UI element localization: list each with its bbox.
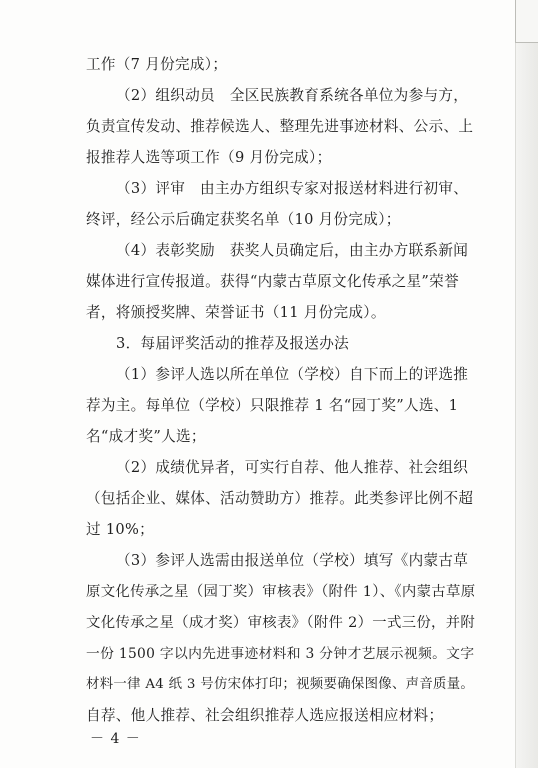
text-line: 终评，经公示后确定获奖名单（10 月份完成）； xyxy=(86,211,401,228)
scan-corner-mark xyxy=(515,0,538,43)
text-line: 报推荐人选等项工作（9 月份完成）； xyxy=(86,149,332,166)
text-line: 一份 1500 字以内先进事迹材料和 3 分钟才艺展示视频。文字 xyxy=(86,646,475,662)
text-line: （3）参评人选需由报送单位（学校）填写《内蒙古草 xyxy=(116,552,469,569)
text-line: 自荐、他人推荐、社会组织推荐人选应报送相应材料； xyxy=(86,707,444,724)
text-line: 文化传承之星（成才奖）审核表》（附件 2）一式三份，并附 xyxy=(86,615,476,631)
text-line: （4）表彰奖励 获奖人员确定后，由主办方联系新闻 xyxy=(116,242,469,259)
text-line: 者，将颁授奖牌、荣誉证书（11 月份完成）。 xyxy=(86,304,386,321)
text-line: （包括企业、媒体、活动赞助方）推荐。此类参评比例不超 xyxy=(86,490,474,507)
text-line: 负责宣传发动、推荐候选人、整理先进事迹材料、公示、上 xyxy=(86,118,474,135)
text-line: 名“成才奖”人选； xyxy=(86,428,206,445)
text-line: 材料一律 A4 纸 3 号仿宋体打印；视频要确保图像、声音质量。 xyxy=(86,677,475,692)
text-line: 原文化传承之星（园丁奖）审核表》（附件 1）、《内蒙古草原 xyxy=(86,584,476,600)
text-line: （2）成绩优异者，可实行自荐、他人推荐、社会组织 xyxy=(116,459,469,476)
text-line: 媒体进行宣传报道。获得“内蒙古草原文化传承之星”荣誉 xyxy=(86,273,459,290)
text-line: 荐为主。每单位（学校）只限推荐 1 名“园丁奖”人选、1 xyxy=(86,397,459,414)
scan-edge xyxy=(515,0,538,768)
text-line: （3）评审 由主办方组织专家对报送材料进行初审、 xyxy=(116,180,469,197)
text-line: （2）组织动员 全区民族教育系统各单位为参与方， xyxy=(116,87,469,104)
section-heading: 3．每届评奖活动的推荐及报送办法 xyxy=(116,335,349,352)
page-number: － 4 － xyxy=(90,731,141,747)
text-line: （1）参评人选以所在单位（学校）自下而上的评选推 xyxy=(116,366,469,383)
text-line: 工作（7 月份完成）； xyxy=(86,56,228,73)
text-line: 过 10%； xyxy=(86,521,155,538)
